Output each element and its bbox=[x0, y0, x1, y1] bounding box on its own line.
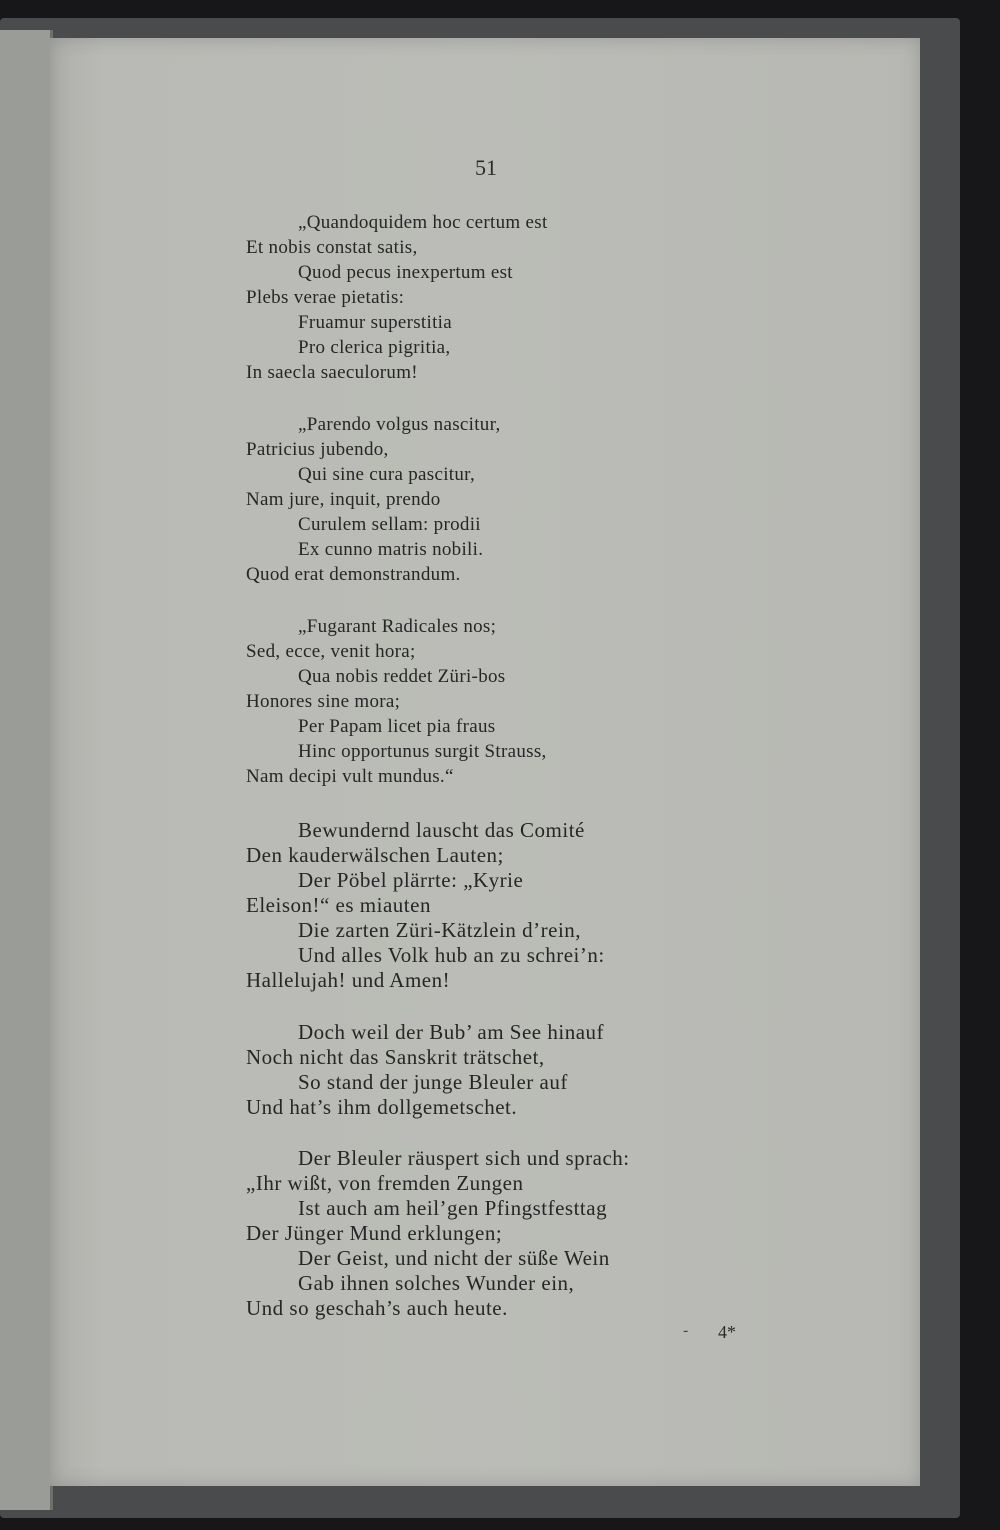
poem-line: „Quandoquidem hoc certum est bbox=[298, 212, 548, 233]
poem-line: Per Papam licet pia fraus bbox=[298, 716, 496, 737]
signature-mark: 4* bbox=[718, 1322, 736, 1342]
left-page-edge bbox=[0, 30, 53, 1510]
poem-line: Und alles Volk hub an zu schrei’n: bbox=[298, 943, 605, 967]
poem-line: Der Geist, und nicht der süße Wein bbox=[298, 1246, 610, 1270]
poem-line: Die zarten Züri-Kätzlein d’rein, bbox=[298, 918, 582, 942]
page-number: 51 bbox=[475, 155, 497, 180]
poem-line: „Ihr wißt, von fremden Zungen bbox=[246, 1171, 524, 1195]
poem-line: Nam decipi vult mundus.“ bbox=[246, 766, 454, 787]
poem-line: Fruamur superstitia bbox=[298, 312, 452, 333]
poem-line: Nam jure, inquit, prendo bbox=[246, 489, 441, 510]
poem-line: Ex cunno matris nobili. bbox=[298, 539, 484, 560]
poem-line: Ist auch am heil’gen Pfingstfesttag bbox=[298, 1196, 608, 1220]
poem-line: Curulem sellam: prodii bbox=[298, 514, 481, 535]
poem-line: Qui sine cura pascitur, bbox=[298, 464, 476, 485]
poem-line: Sed, ecce, venit hora; bbox=[246, 641, 416, 662]
poem-line: In saecla saeculorum! bbox=[246, 362, 418, 383]
poem-line: Hinc opportunus surgit Strauss, bbox=[298, 741, 547, 762]
poem-line: Und so geschah’s auch heute. bbox=[246, 1296, 508, 1320]
poem-line: Der Pöbel plärrte: „Kyrie bbox=[298, 868, 524, 892]
poem-line: Der Jünger Mund erklungen; bbox=[246, 1221, 503, 1245]
poem-line: Pro clerica pigritia, bbox=[298, 337, 451, 358]
poem-line: Hallelujah! und Amen! bbox=[246, 968, 451, 992]
poem-line: Bewundernd lauscht das Comité bbox=[298, 818, 585, 842]
poem-line: Doch weil der Bub’ am See hinauf bbox=[298, 1020, 605, 1044]
poem-line: Quod erat demonstrandum. bbox=[246, 564, 461, 585]
poem-line: Gab ihnen solches Wunder ein, bbox=[298, 1271, 575, 1295]
poem-line: Et nobis constat satis, bbox=[246, 237, 418, 258]
poem-line: „Parendo volgus nascitur, bbox=[298, 414, 501, 435]
poem-line: Honores sine mora; bbox=[246, 691, 401, 712]
poem-line: Qua nobis reddet Züri-bos bbox=[298, 666, 506, 687]
poem-line: Plebs verae pietatis: bbox=[246, 287, 405, 308]
poem-line: „Fugarant Radicales nos; bbox=[298, 616, 497, 637]
dash-mark: - bbox=[683, 1322, 689, 1339]
poem-line: Patricius jubendo, bbox=[246, 439, 389, 460]
poem-line: Quod pecus inexpertum est bbox=[298, 262, 513, 283]
poem-line: Eleison!“ es miauten bbox=[246, 893, 431, 917]
poem-line: Und hat’s ihm dollgemetschet. bbox=[246, 1095, 518, 1119]
poem-line: Den kauderwälschen Lauten; bbox=[246, 843, 504, 867]
poem-line: Noch nicht das Sanskrit trätschet, bbox=[246, 1045, 545, 1069]
poem-line: So stand der junge Bleuler auf bbox=[298, 1070, 568, 1094]
poem-line: Der Bleuler räuspert sich und sprach: bbox=[298, 1146, 630, 1170]
